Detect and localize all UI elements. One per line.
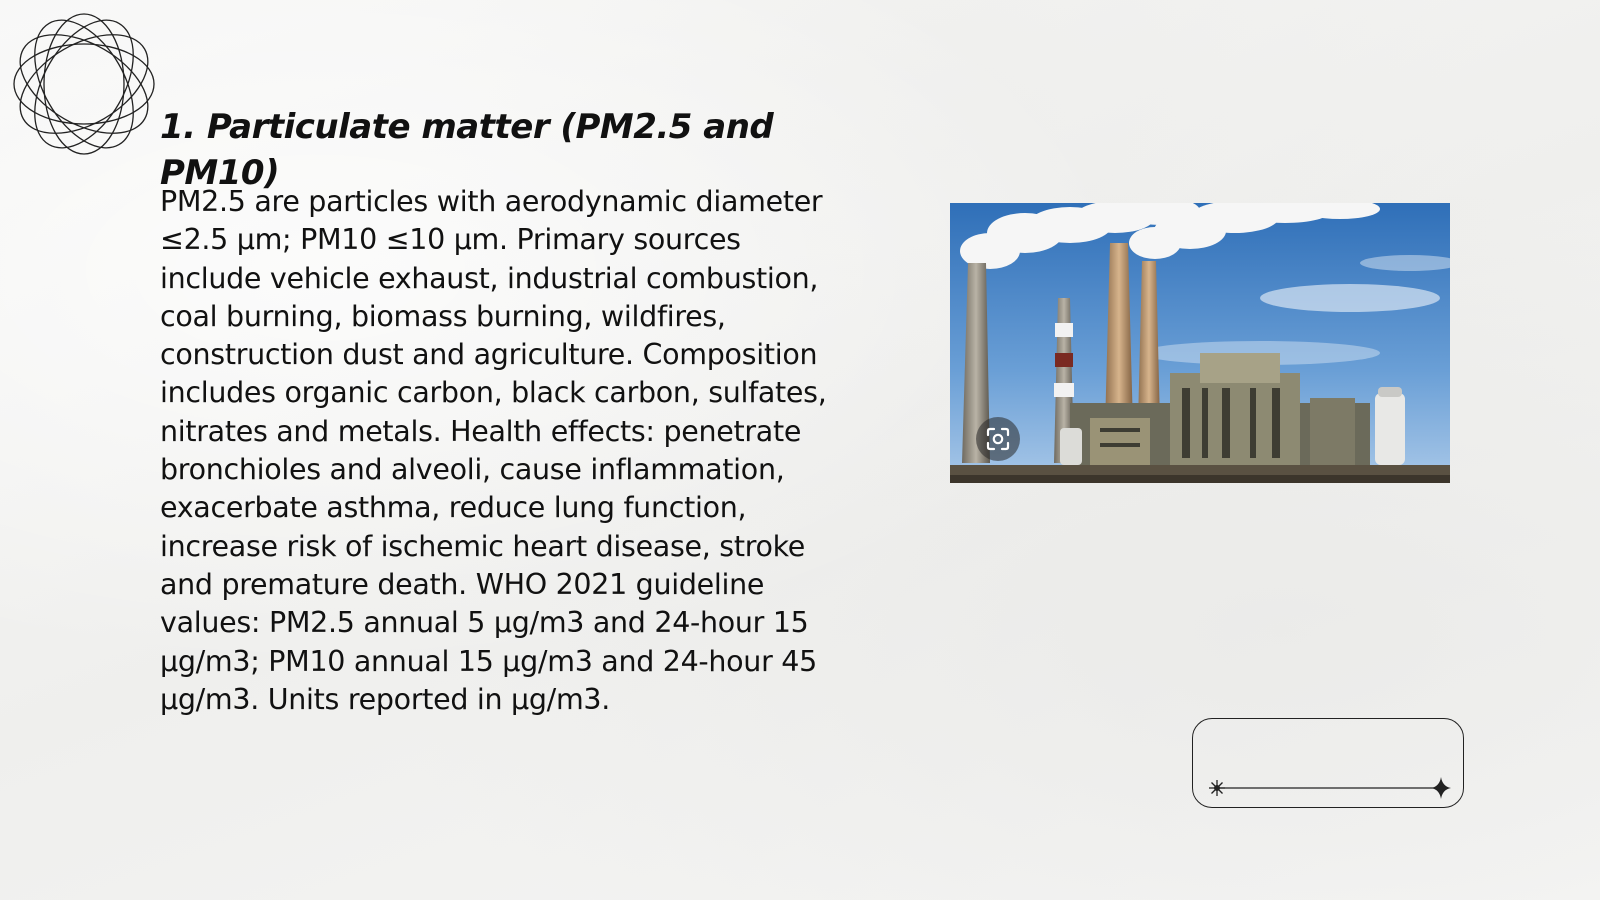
power-plant-illustration <box>950 203 1450 483</box>
slide-body-text: PM2.5 are particles with aerodynamic diameter ≤2.5 μm; PM10 ≤10 μm. Primary sources include vehicle exhaust, industrial combustion, coal burning, biomass burning, wildfires, construction dust and agriculture. Composition includes organic carbon, black carbon, sulfates, nitrates and metals. Health effects: penetrate bronchioles and alveoli, cause inflammation, exacerbate asthma, reduce lung function, increase risk of ischemic heart disease, stroke and premature death. WHO 2021 guideline values: PM2.5 annual 5 μg/m3 and 24-hour 15 μg/m3; PM10 annual 15 μg/m3 and 24-hour 45 μg/m3. Units reported in μg/m3. <box>160 185 827 716</box>
decorative-frame <box>1192 718 1464 808</box>
lens-scan-icon[interactable] <box>976 417 1020 461</box>
star-line-icon <box>1193 719 1465 809</box>
slide-title: 1. Particulate matter (PM2.5 and PM10) <box>160 107 774 193</box>
interlocking-rings-ornament <box>10 10 158 158</box>
power-plant-image <box>950 203 1450 483</box>
